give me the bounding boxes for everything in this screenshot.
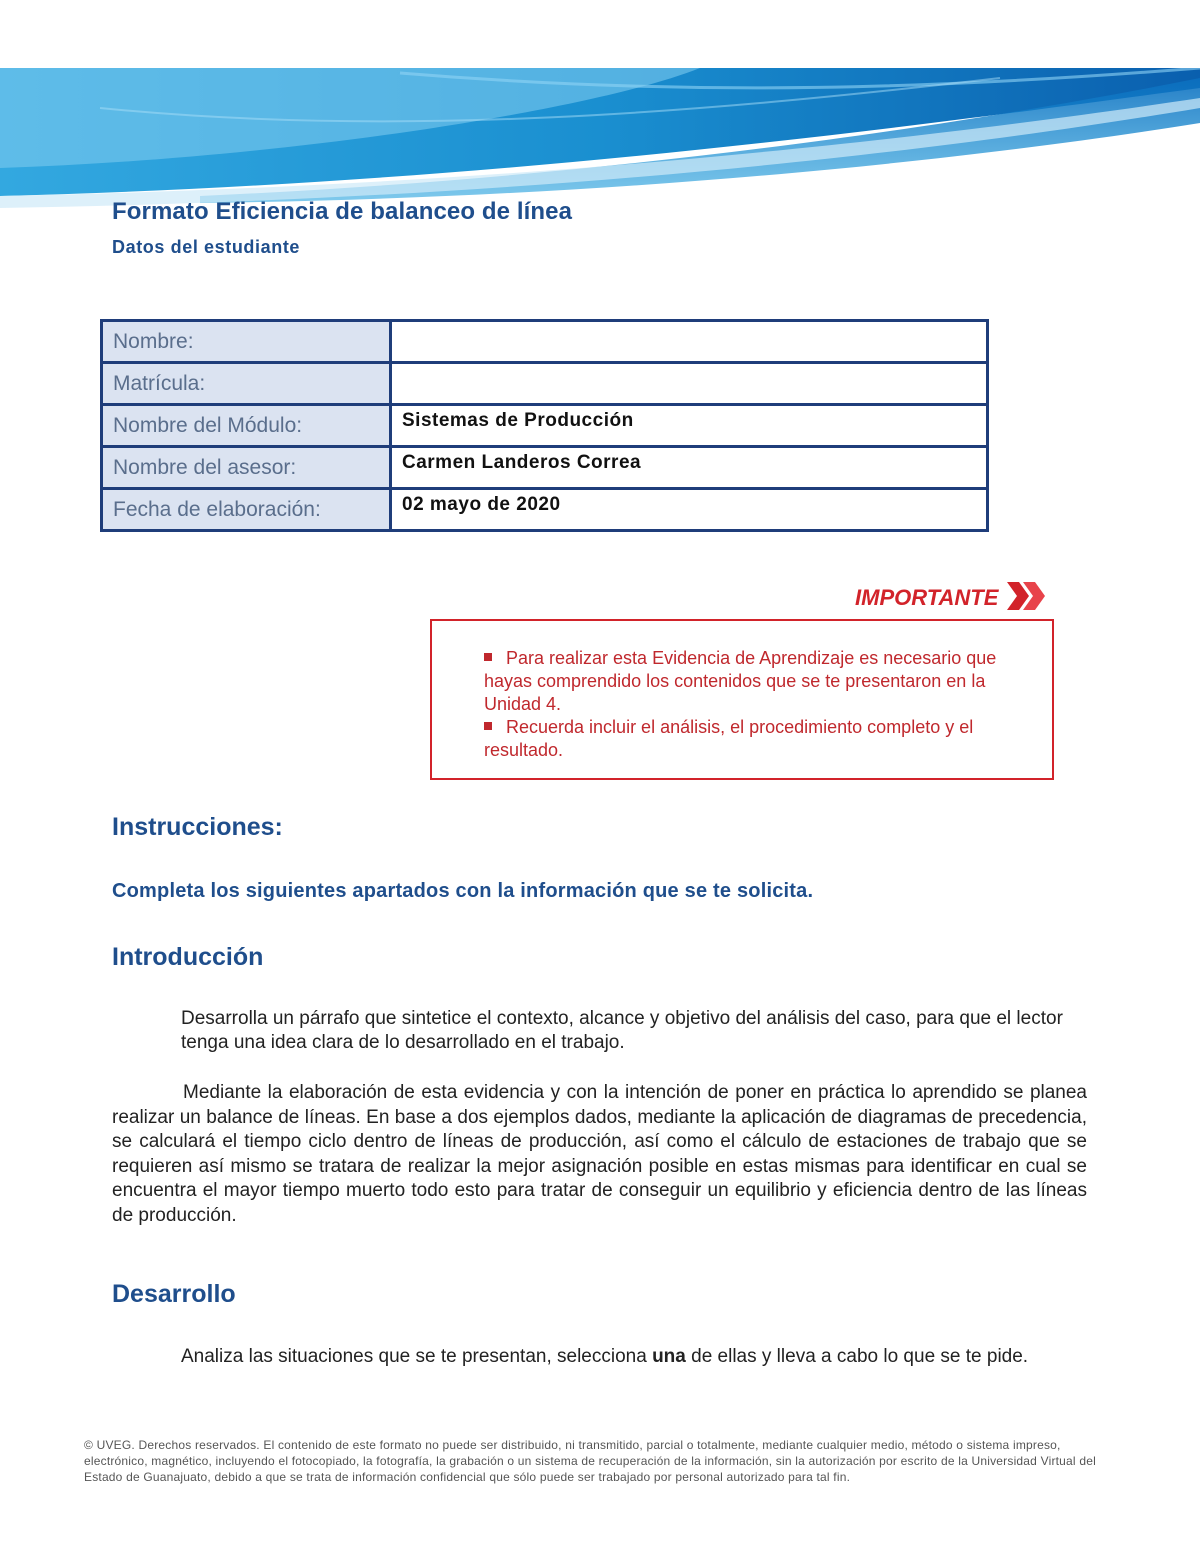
list-item: Para realizar esta Evidencia de Aprendizaje es necesario que hayas comprendido los contenidos que se te presentaron en la Unidad 4.	[484, 648, 997, 714]
list-item: Recuerda incluir el análisis, el procedimiento completo y el resultado.	[484, 717, 974, 760]
introduction-hint: Desarrolla un párrafo que sintetice el contexto, alcance y objetivo del análisis del caso, para que el lector tenga una idea clara de lo desarrollado en el trabajo.	[181, 1008, 1063, 1053]
bullet-icon	[484, 653, 492, 661]
enrollment-field[interactable]	[391, 363, 988, 405]
module-field[interactable]: Sistemas de Producción	[391, 405, 988, 447]
copyright-footer: © UVEG. Derechos reservados. El contenido de este formato no puede ser distribuido, ni transmitido, parcial o totalmente, mediante cualquier medio, método o sistema impreso, electrónico, magnético, incluyendo el fotocopiado, la fotografía, la grabación o un sistema de recuperación de la información, sin la autorización por escrito de la Universidad Virtual del Estado de Guanajuato, debido a que se trata de información confidencial que sólo puede ser trabajado por personal autorizado para tal fin.	[84, 1438, 1096, 1484]
date-label: Fecha de elaboración:	[102, 489, 391, 531]
important-list	[484, 647, 999, 762]
module-label: Nombre del Módulo:	[102, 405, 391, 447]
date-field[interactable]: 02 mayo de 2020	[391, 489, 988, 531]
important-notice-box	[430, 619, 1054, 780]
banner-graphic	[0, 68, 1200, 218]
table-row	[102, 363, 988, 405]
table-row	[102, 405, 988, 447]
important-label: IMPORTANTE	[855, 585, 999, 610]
bullet-icon	[484, 722, 492, 730]
enrollment-label: Matrícula:	[102, 363, 391, 405]
student-data-table	[100, 319, 989, 532]
double-chevron-icon	[1005, 578, 1049, 619]
instructions-text: Completa los siguientes apartados con la información que se te solicita.	[112, 880, 814, 902]
name-field[interactable]	[391, 321, 988, 363]
advisor-label: Nombre del asesor:	[102, 447, 391, 489]
introduction-body: Mediante la elaboración de esta evidencia y con la intención de poner en práctica lo aprendido se planea realizar un balance de líneas. En base a dos ejemplos dados, mediante la aplicación de diagramas de precedencia, se calculará el tiempo ciclo dentro de líneas de producción, así como el cálculo de estaciones de trabajo que se requieren así mismo se tratara de realizar la mejor asignación posible en estas mismas para identificar en cual se encuentra el mayor tiempo muerto todo esto para tratar de conseguir un equilibrio y eficiencia dentro de las líneas de producción.	[112, 1082, 1087, 1226]
table-row	[102, 489, 988, 531]
table-row	[102, 321, 988, 363]
introduction-heading: Introducción	[112, 943, 264, 971]
table-row	[102, 447, 988, 489]
development-heading: Desarrollo	[112, 1280, 236, 1308]
document-title: Formato Eficiencia de balanceo de línea	[112, 198, 573, 225]
advisor-field[interactable]: Carmen Landeros Correa	[391, 447, 988, 489]
instructions-heading: Instrucciones:	[112, 813, 283, 841]
emphasis-text: una	[652, 1346, 686, 1367]
document-subtitle: Datos del estudiante	[112, 237, 301, 257]
header-banner	[0, 68, 1200, 218]
development-text: Analiza las situaciones que se te presentan, selecciona una de ellas y lleva a cabo lo que se te pide.	[181, 1346, 1029, 1367]
name-label: Nombre:	[102, 321, 391, 363]
